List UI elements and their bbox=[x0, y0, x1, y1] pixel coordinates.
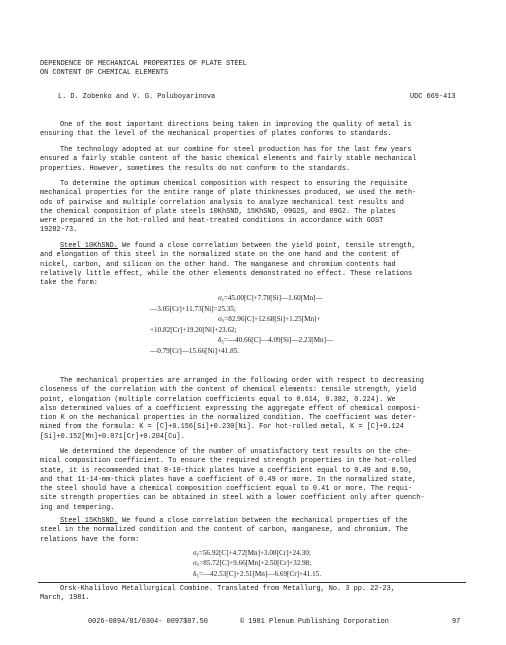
text-line: properties. However, sometimes the results do not conform to the standards. bbox=[40, 164, 351, 173]
text-line: relatively little effect, while the other elements demonstrated no effect. These relations bbox=[40, 269, 413, 278]
paragraph-4 bbox=[40, 242, 466, 288]
text-line: [Si]+0.152[Mn]+0.071[Cr]+0.204[Cu]. bbox=[40, 432, 185, 441]
paragraph-1 bbox=[40, 121, 466, 140]
text-line: ods of pairwise and multiple correlation analysis to analyze mechanical test results and bbox=[40, 198, 404, 207]
text-line: and elongation of this steel in the normalized state on the one hand and the content of bbox=[40, 251, 400, 260]
equation-line: —3.05[Cr]+11.73[Ni]=25.35; bbox=[150, 304, 236, 313]
text-line: We found a close correlation between the yield point, tensile strength, bbox=[117, 242, 416, 250]
text-line: mical composition coefficient. To ensure the required strength properties in the hot-rolled bbox=[40, 457, 417, 466]
footnote-line: Orsk-Khalilovo Metallurgical Combine. Translated from Metallurg, No. 3 pp. 22-23, bbox=[60, 585, 395, 593]
article-title bbox=[40, 60, 247, 79]
text-line: ing and tempering. bbox=[40, 503, 115, 512]
paragraph-6 bbox=[40, 448, 466, 513]
text-line: We found a close correlation between the mechanical properties of the bbox=[117, 517, 408, 525]
text-line: mechanical properties for the entire range of plate thicknesses produced, we used the meth- bbox=[40, 189, 417, 198]
text-line: site strength properties can be obtained in steel with a lower coefficient only after quench- bbox=[40, 494, 425, 503]
text-line: were prepared in the hot-rolled and heat-treated conditions in accordance with GOST bbox=[40, 217, 384, 226]
page-number: 97 bbox=[452, 618, 461, 626]
text-line: the steel should have a chemical composition coefficient equal to 0.41 or more. The requi- bbox=[40, 485, 413, 494]
footnote-line: March, 1981. bbox=[40, 594, 90, 603]
text-line: mined from the formula: K = [C]+0.156[Si]+0.230[Ni]. For hot-rolled metal, K = [C]+0.124 bbox=[40, 423, 404, 432]
text-line: take the form: bbox=[40, 279, 98, 288]
equation-line: δ₅=—40.66[C]—4.09[Si]—2.23[Mn]— bbox=[218, 336, 334, 345]
text-line: The mechanical properties are arranged in the following order with respect to decreasing bbox=[60, 377, 424, 385]
text-line: ensured a fairly stable content of the basic chemical elements and fairly stable mechanical bbox=[40, 155, 417, 164]
equation-line: +10.82[Cr]+19.20[Ni]+23.62; bbox=[150, 325, 237, 334]
footnote-divider bbox=[38, 582, 466, 583]
footer-copyright: © 1981 Plenum Publishing Corporation bbox=[240, 618, 389, 626]
text-line: also determined values of a coefficient expressing the aggregate effect of chemical composi- bbox=[40, 404, 421, 413]
equation-line: —0.79[Cr]—15.66[Ni]+41.85. bbox=[150, 346, 240, 355]
text-line: closeness of the correlation with the content of chemical elements: tensile strength, yield bbox=[40, 386, 417, 395]
authors: L. D. Zobenko and V. G. Poluboyarinova bbox=[58, 93, 216, 101]
text-line: the chemical composition of plate steels 10KhSND, 15KhSND, 09G2S, and 09G2. The plates bbox=[40, 207, 396, 216]
equations-15khsnd bbox=[193, 548, 321, 579]
text-line: steel in the normalized condition and the content of carbon, manganese, and chromium. The bbox=[40, 526, 409, 535]
equations-10khsnd bbox=[150, 293, 333, 357]
title-line-1: DEPENDENCE OF MECHANICAL PROPERTIES OF PLATE STEEL bbox=[40, 60, 247, 68]
text-line: One of the most important directions being taken in improving the quality of metal is bbox=[60, 121, 412, 129]
text-line: To determine the optimum chemical composition with respect to ensuring the requisite bbox=[60, 180, 408, 188]
footer-code: 0026-0894/81/0304- 0097$07.50 bbox=[88, 618, 208, 626]
udc-code: UDC 669-413 bbox=[410, 93, 456, 101]
title-line-2: ON CONTENT OF CHEMICAL ELEMENTS bbox=[40, 69, 169, 78]
text-line: We determined the dependence of the number of unsatisfactory test results on the che- bbox=[60, 448, 412, 456]
text-line: state, it is recommended that 8-10-thick plates have a coefficient equal to 0.49 and 0.50, bbox=[40, 466, 413, 475]
equation-line: σᵤ=82.96[C]+12.68[Si]+1.25[Mn]+ bbox=[218, 315, 321, 324]
paragraph-7 bbox=[40, 517, 466, 545]
footnote bbox=[40, 585, 395, 604]
text-line: ensuring that the level of the mechanical properties of plates conforms to standards. bbox=[40, 130, 392, 139]
section-label-15khsnd: Steel 15KhSND. bbox=[60, 517, 118, 525]
text-line: The technology adopted at our combine for steel production has for the last few years bbox=[60, 146, 412, 154]
paragraph-3 bbox=[40, 180, 466, 236]
text-line: 19282-73. bbox=[40, 226, 78, 235]
equation-line: δ₅=—42.53[C]+2.51[Mn]—6.69[Cr]+41.15. bbox=[193, 569, 322, 578]
text-line: point, elongation (multiple correlation coefficients equal to 0.614, 0.382, 0.224). We bbox=[40, 395, 396, 404]
equation-line: σᵤ=85.72[C]+9.66[Mn]+2.50[Cr]+32.98; bbox=[193, 559, 312, 568]
section-label-10khsnd: Steel 10KhSND. bbox=[60, 242, 118, 250]
text-line: tion K on the mechanical properties in the normalized condition. The coefficient was deter- bbox=[40, 414, 417, 423]
paragraph-2 bbox=[40, 146, 466, 174]
equation-line: σᵧ=56.92[C]+4.72[Mn]+3.08[Cr]+24.30; bbox=[193, 549, 311, 557]
paragraph-5 bbox=[40, 377, 466, 442]
text-line: and that 11-14-mm-thick plates have a coefficient of 0.49 or more. In the normalized state, bbox=[40, 475, 417, 484]
equation-line: σᵧ=45.00[C]+7.78[Si]—1.60[Mn]— bbox=[218, 294, 323, 302]
text-line: nickel, carbon, and silicon on the other hand. The manganese and chromium contents had bbox=[40, 260, 396, 269]
text-line: relations have the form: bbox=[40, 535, 140, 544]
